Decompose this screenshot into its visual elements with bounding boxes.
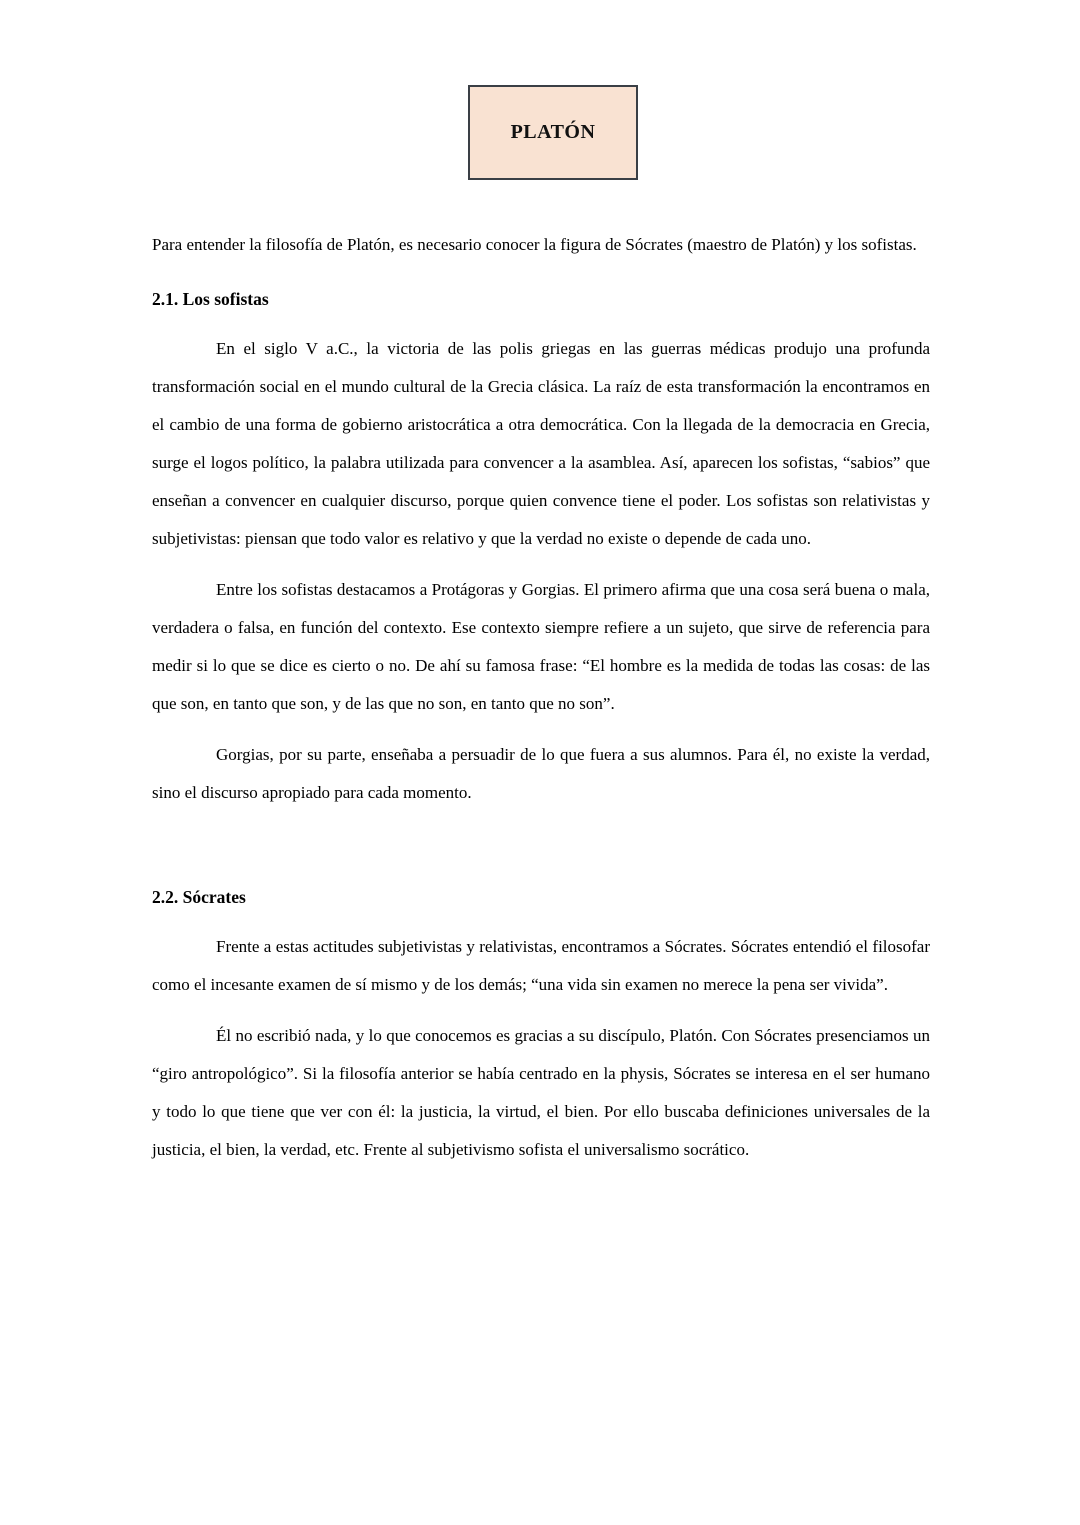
section-heading-sofistas: 2.1. Los sofistas (152, 289, 269, 309)
page-title: PLATÓN (510, 121, 596, 143)
paragraph: En el siglo V a.C., la victoria de las polis griegas en las guerras médicas produjo una profunda transformación social en el mundo cultural de la Grecia clásica. La raíz de esta transformación la encontramos en el cambio de una forma de gobierno aristocrática a otra democrática. Con la llegada de la democracia en Grecia, surge el logos político, la palabra utilizada para convencer a la asamblea. Así, aparecen los sofistas, “sabios” que enseñan a convencer en cualquier discurso, porque quien convence tiene el poder. Los sofistas son relativistas y subjetivistas: piensan que todo valor es relativo y que la verdad no existe o depende de cada uno. (152, 339, 930, 548)
paragraph: Gorgias, por su parte, enseñaba a persuadir de lo que fuera a sus alumnos. Para él, no existe la verdad, sino el discurso apropiado para cada momento. (152, 745, 930, 802)
intro-paragraph: Para entender la filosofía de Platón, es necesario conocer la figura de Sócrates (maestro de Platón) y los sofistas. (152, 235, 917, 254)
paragraph: Frente a estas actitudes subjetivistas y relativistas, encontramos a Sócrates. Sócrates entendió el filosofar como el incesante examen de sí mismo y de los demás; “una vida sin examen no merece la pena ser vivida”. (152, 937, 930, 994)
paragraph: Él no escribió nada, y lo que conocemos es gracias a su discípulo, Platón. Con Sócrates presenciamos un “giro antropológico”. Si la filosofía anterior se había centrado en la physis, Sócrates se interesa en el ser humano y todo lo que tiene que ver con él: la justicia, la virtud, el bien. Por ello buscaba definiciones universales de la justicia, el bien, la verdad, etc. Frente al subjetivismo sofista el universalismo socrático. (152, 1026, 930, 1159)
title-box (468, 85, 638, 180)
document-body (152, 226, 930, 1169)
section-sofistas (152, 280, 930, 812)
paragraph: Entre los sofistas destacamos a Protágoras y Gorgias. El primero afirma que una cosa será buena o mala, verdadera o falsa, en función del contexto. Ese contexto siempre refiere a un sujeto, que sirve de referencia para medir si lo que se dice es cierto o no. De ahí su famosa frase: “El hombre es la medida de todas las cosas: de las que son, en tanto que son, y de las que no son, en tanto que no son”. (152, 580, 930, 713)
section-socrates (152, 878, 930, 1169)
section-heading-socrates: 2.2. Sócrates (152, 887, 246, 907)
